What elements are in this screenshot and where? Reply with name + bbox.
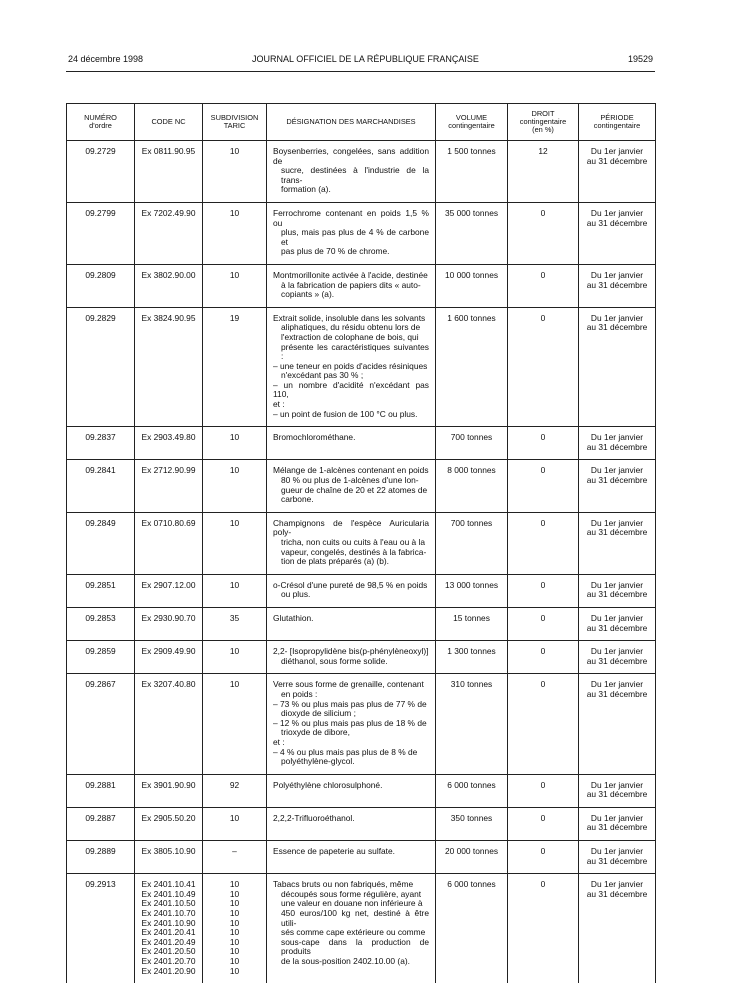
taric-value: 10 [229,936,240,947]
periode-line: Du 1er janvier [590,579,644,590]
col-header-taric: SUBDIVISION TARIC [203,104,267,141]
table-body [67,141,656,984]
code-nc-value: Ex 2401.20.49 [141,936,196,947]
periode-line: Du 1er janvier [590,612,644,623]
table-row [67,807,656,840]
cell-droit: 0 [508,427,579,460]
cell-designation [267,307,436,427]
cell-droit: 0 [508,774,579,807]
designation-line: o-Crésol d'une pureté de 98,5 % en poids [273,579,428,590]
cell-droit: 0 [508,264,579,307]
taric-value: 10 [229,927,240,938]
table-row [67,674,656,774]
designation-line: en poids : [281,688,318,699]
cell-numero: 09.2889 [67,841,135,874]
cell-volume: 350 tonnes [436,807,508,840]
taric-value: 10 [229,898,240,909]
header-rule [66,71,655,72]
code-nc-value: Ex 2401.20.50 [141,946,196,957]
table-row [67,460,656,512]
cell-taric [203,607,267,640]
code-nc-value: Ex 2903.49.80 [141,432,196,443]
cell-periode [579,460,656,512]
page-number: 19529 [627,54,653,64]
cell-taric [203,574,267,607]
cell-numero: 09.2913 [67,874,135,983]
taric-value: 10 [229,579,240,590]
table-row [67,774,656,807]
cell-code-nc [135,607,203,640]
cell-designation [267,264,436,307]
cell-droit: 0 [508,841,579,874]
designation-line: – un nombre d'acidité n'excédant pas 110, [273,379,429,400]
periode-line: Du 1er janvier [590,207,644,218]
code-nc-value: Ex 3901.90.90 [141,779,196,790]
cell-periode [579,807,656,840]
table-row [67,607,656,640]
cell-volume: 6 000 tonnes [436,874,508,983]
code-nc-value: Ex 3824.90.95 [141,312,196,323]
cell-taric [203,460,267,512]
cell-code-nc [135,641,203,674]
designation-line: tricha, non cuits ou cuits à l'eau ou à la [281,537,426,547]
taric-value: 10 [229,956,240,966]
cell-code-nc [135,427,203,460]
cell-periode [579,512,656,574]
periode-line: Du 1er janvier [590,846,644,857]
col-header-designation: DÉSIGNATION DES MARCHANDISES [267,104,436,141]
cell-code-nc [135,574,203,607]
cell-code-nc [135,674,203,774]
table-row [67,141,656,203]
taric-value: 10 [229,146,240,156]
designation-line: polyéthylène-glycol. [281,756,355,767]
cell-periode [579,427,656,460]
designation-line: – 12 % ou plus mais pas plus de 18 % de [273,717,427,728]
cell-taric [203,874,267,983]
designation-line: Glutathion. [273,612,314,623]
designation-line: à la fabrication de papiers dits « auto- [281,279,421,290]
designation-line: 80 % ou plus de 1-alcènes d'une lon- [281,475,419,486]
periode-line: Du 1er janvier [590,779,644,790]
code-nc-value: Ex 2401.10.49 [141,888,196,899]
taric-value: 10 [229,812,240,823]
designation-line: sucre, destinées à l'industrie de la trans- [281,165,429,185]
cell-volume: 15 tonnes [436,607,508,640]
cell-droit: 0 [508,512,579,574]
taric-value: 10 [229,946,240,957]
taric-value: 92 [229,779,240,790]
cell-droit: 0 [508,460,579,512]
cell-numero: 09.2851 [67,574,135,607]
periode-line: au 31 décembre [586,622,648,633]
cell-periode [579,874,656,983]
taric-value: 10 [229,432,240,443]
cell-periode [579,141,656,203]
cell-droit: 0 [508,307,579,427]
periode-line: Du 1er janvier [590,879,644,890]
cell-designation [267,607,436,640]
code-nc-value: Ex 2401.10.90 [141,917,196,928]
table-row [67,202,656,264]
periode-line: au 31 décembre [586,855,648,866]
periode-line: au 31 décembre [586,589,648,600]
cell-designation [267,807,436,840]
periode-line: au 31 décembre [586,155,648,166]
taric-value: 10 [229,888,240,899]
code-nc-value: Ex 2930.90.70 [141,612,196,623]
designation-line: Boysenberries, congelées, sans addition de [273,146,429,166]
designation-line: Essence de papeterie au sulfate. [273,846,395,857]
code-nc-value: Ex 2907.12.00 [141,579,196,590]
designation-line: 450 euros/100 kg net, destiné à être utili- [281,908,429,928]
code-nc-value: Ex 2401.10.70 [141,908,196,919]
code-nc-value: Ex 0811.90.95 [141,146,196,156]
cell-volume: 10 000 tonnes [436,264,508,307]
taric-value: 10 [229,679,240,690]
cell-numero: 09.2887 [67,807,135,840]
cell-numero: 09.2729 [67,141,135,203]
table-row [67,264,656,307]
designation-line: diéthanol, sous forme solide. [281,655,388,666]
periode-line: Du 1er janvier [590,269,644,280]
cell-periode [579,307,656,427]
cell-taric [203,427,267,460]
cell-droit: 12 [508,141,579,203]
table-row [67,841,656,874]
table-row [67,874,656,983]
code-nc-value: Ex 3802.90.00 [141,269,196,280]
cell-numero: 09.2853 [67,607,135,640]
cell-periode [579,574,656,607]
periode-line: Du 1er janvier [590,517,644,528]
designation-line: Extrait solide, insoluble dans les solvants [273,312,426,323]
cell-code-nc [135,874,203,983]
cell-taric [203,841,267,874]
periode-line: Du 1er janvier [590,679,644,690]
taric-value: 10 [229,908,240,919]
designation-line: Polyéthylène chlorosulphoné. [273,779,383,790]
periode-line: au 31 décembre [586,789,648,800]
designation-line: découpés sous forme régulière, ayant [281,888,422,899]
cell-designation [267,841,436,874]
cell-taric [203,141,267,203]
cell-designation [267,674,436,774]
taric-value: 10 [229,879,240,890]
taric-value: 35 [229,612,240,623]
designation-line: – 73 % ou plus mais pas plus de 77 % de [273,698,427,709]
designation-line: – une teneur en poids d'acides résiniques [273,360,428,371]
designation-line: sés comme cape extérieure ou comme [281,927,426,938]
header-date: 24 décembre 1998 [68,54,144,64]
cell-designation [267,141,436,203]
cell-periode [579,202,656,264]
taric-value: 10 [229,207,240,218]
cell-volume: 700 tonnes [436,512,508,574]
code-nc-value: Ex 2401.10.50 [141,898,196,909]
code-nc-value: Ex 2401.20.90 [141,965,196,976]
periode-line: Du 1er janvier [590,432,644,443]
periode-line: au 31 décembre [586,441,648,452]
code-nc-value: Ex 2401.20.70 [141,956,196,966]
designation-line: présente les caractéristiques suivantes : [281,341,429,362]
cell-volume: 310 tonnes [436,674,508,774]
cell-taric [203,674,267,774]
cell-periode [579,841,656,874]
periode-line: Du 1er janvier [590,646,644,657]
cell-designation [267,774,436,807]
table-row [67,512,656,574]
cell-volume: 1 500 tonnes [436,141,508,203]
periode-line: au 31 décembre [586,822,648,833]
taric-value: 10 [229,269,240,280]
cell-designation [267,574,436,607]
cell-code-nc [135,141,203,203]
cell-numero: 09.2841 [67,460,135,512]
periode-line: au 31 décembre [586,688,648,699]
designation-line: – 4 % ou plus mais pas plus de 8 % de [273,746,418,757]
designation-line: – un point de fusion de 100 °C ou plus. [273,408,418,419]
periode-line: Du 1er janvier [590,312,644,323]
cell-volume: 1 300 tonnes [436,641,508,674]
cell-numero: 09.2867 [67,674,135,774]
journal-title: JOURNAL OFFICIEL DE LA RÉPUBLIQUE FRANÇAISE [252,54,479,64]
cell-periode [579,641,656,674]
cell-droit: 0 [508,807,579,840]
cell-droit: 0 [508,874,579,983]
cell-code-nc [135,807,203,840]
cell-droit: 0 [508,674,579,774]
col-header-code: CODE NC [135,104,203,141]
designation-line: Champignons de l'espèce Auricularia poly- [273,517,429,538]
cell-numero: 09.2809 [67,264,135,307]
table-row [67,574,656,607]
cell-periode [579,607,656,640]
cell-volume: 6 000 tonnes [436,774,508,807]
taric-value: 10 [229,646,240,657]
cell-numero: 09.2829 [67,307,135,427]
designation-line: vapeur, congelés, destinés à la fabrica- [281,546,427,557]
code-nc-value: Ex 2401.10.41 [141,879,196,890]
cell-taric [203,807,267,840]
cell-taric [203,774,267,807]
code-nc-value: Ex 2401.20.41 [141,927,196,938]
designation-line: Mélange de 1-alcènes contenant en poids [273,465,429,476]
cell-code-nc [135,774,203,807]
col-header-droit: DROIT contingentaire (en %) [508,104,579,141]
cell-taric [203,264,267,307]
cell-periode [579,674,656,774]
cell-volume: 8 000 tonnes [436,460,508,512]
periode-line: au 31 décembre [586,475,648,486]
cell-numero: 09.2849 [67,512,135,574]
code-nc-value: Ex 7202.49.90 [141,207,196,218]
designation-line: de la sous-position 2402.10.00 (a). [281,956,410,966]
col-header-periode: PÉRIODE contingentaire [579,104,656,141]
taric-value: 10 [229,917,240,928]
designation-line: tion de plats préparés (a) (b). [281,556,389,567]
designation-line: Bromochlorométhane. [273,432,356,443]
taric-value: 19 [229,312,240,323]
cell-volume: 700 tonnes [436,427,508,460]
cell-droit: 0 [508,574,579,607]
quota-table [66,103,656,983]
designation-line: plus, mais pas plus de 4 % de carbone et [281,227,429,247]
designation-line: copiants » (a). [281,289,335,300]
cell-code-nc [135,202,203,264]
code-nc-value: Ex 3805.10.90 [141,846,196,857]
cell-droit: 0 [508,202,579,264]
periode-line: au 31 décembre [586,217,648,228]
designation-line: trioxyde de dibore, [281,727,350,738]
code-nc-value: Ex 2909.49.90 [141,646,196,657]
cell-taric [203,641,267,674]
periode-line: Du 1er janvier [590,146,644,156]
periode-line: Du 1er janvier [590,465,644,476]
cell-volume: 1 600 tonnes [436,307,508,427]
cell-designation [267,874,436,983]
designation-line: pas plus de 70 % de chrome. [281,246,390,257]
designation-line: Montmorillonite activée à l'acide, destinée [273,269,428,280]
designation-line: l'extraction de colophane de bois, qui [281,331,419,342]
designation-line: et : [273,736,285,747]
cell-numero: 09.2859 [67,641,135,674]
designation-line: 2,2- [Isopropylidène bis(p-phénylèneoxyl)] [273,646,429,657]
designation-line: ou plus. [281,589,311,600]
table-row [67,427,656,460]
taric-value: 10 [229,517,240,528]
cell-code-nc [135,460,203,512]
periode-line: au 31 décembre [586,527,648,538]
cell-volume: 13 000 tonnes [436,574,508,607]
cell-designation [267,427,436,460]
periode-line: au 31 décembre [586,279,648,290]
cell-designation [267,202,436,264]
cell-droit: 0 [508,607,579,640]
cell-code-nc [135,264,203,307]
cell-volume: 20 000 tonnes [436,841,508,874]
cell-code-nc [135,512,203,574]
designation-line: Ferrochrome contenant en poids 1,5 % ou [273,207,429,228]
table-row [67,641,656,674]
taric-value: 10 [229,465,240,476]
designation-line: n'excédant pas 30 % ; [281,370,364,381]
designation-line: carbone. [281,494,314,505]
cell-designation [267,460,436,512]
code-nc-value: Ex 2712.90.99 [141,465,196,476]
code-nc-value: Ex 3207.40.80 [141,679,196,690]
code-nc-value: Ex 0710.80.69 [141,517,196,528]
cell-designation [267,641,436,674]
cell-volume: 35 000 tonnes [436,202,508,264]
table-header-row [67,104,656,141]
table-row [67,307,656,427]
designation-line: Verre sous forme de grenaille, contenant [273,679,424,690]
periode-line: Du 1er janvier [590,812,644,823]
col-header-volume: VOLUME contingentaire [436,104,508,141]
designation-line: formation (a). [281,184,331,195]
cell-code-nc [135,841,203,874]
designation-line: aliphatiques, du résidu obtenu lors de [281,322,421,333]
cell-numero: 09.2881 [67,774,135,807]
cell-designation [267,512,436,574]
taric-value: 10 [229,965,240,976]
cell-droit: 0 [508,641,579,674]
cell-periode [579,264,656,307]
designation-line: et : [273,399,285,410]
designation-line: gueur de chaîne de 20 et 22 atomes de [281,484,428,495]
cell-taric [203,512,267,574]
periode-line: au 31 décembre [586,655,648,666]
periode-line: au 31 décembre [586,322,648,333]
cell-code-nc [135,307,203,427]
cell-taric [203,307,267,427]
cell-numero: 09.2799 [67,202,135,264]
cell-periode [579,774,656,807]
col-header-numero: NUMÉRO d'ordre [67,104,135,141]
designation-line: Tabacs bruts ou non fabriqués, même [273,879,414,890]
designation-line: sous-cape dans la production de produits [281,936,429,957]
designation-line: dioxyde de silicium ; [281,708,356,719]
periode-line: au 31 décembre [586,888,648,899]
designation-line: une valeur en douane non inférieure à [281,898,423,909]
designation-line: 2,2,2-Trifluoroéthanol. [273,812,355,823]
cell-taric [203,202,267,264]
code-nc-value: Ex 2905.50.20 [141,812,196,823]
taric-value: – [232,846,237,857]
cell-numero: 09.2837 [67,427,135,460]
